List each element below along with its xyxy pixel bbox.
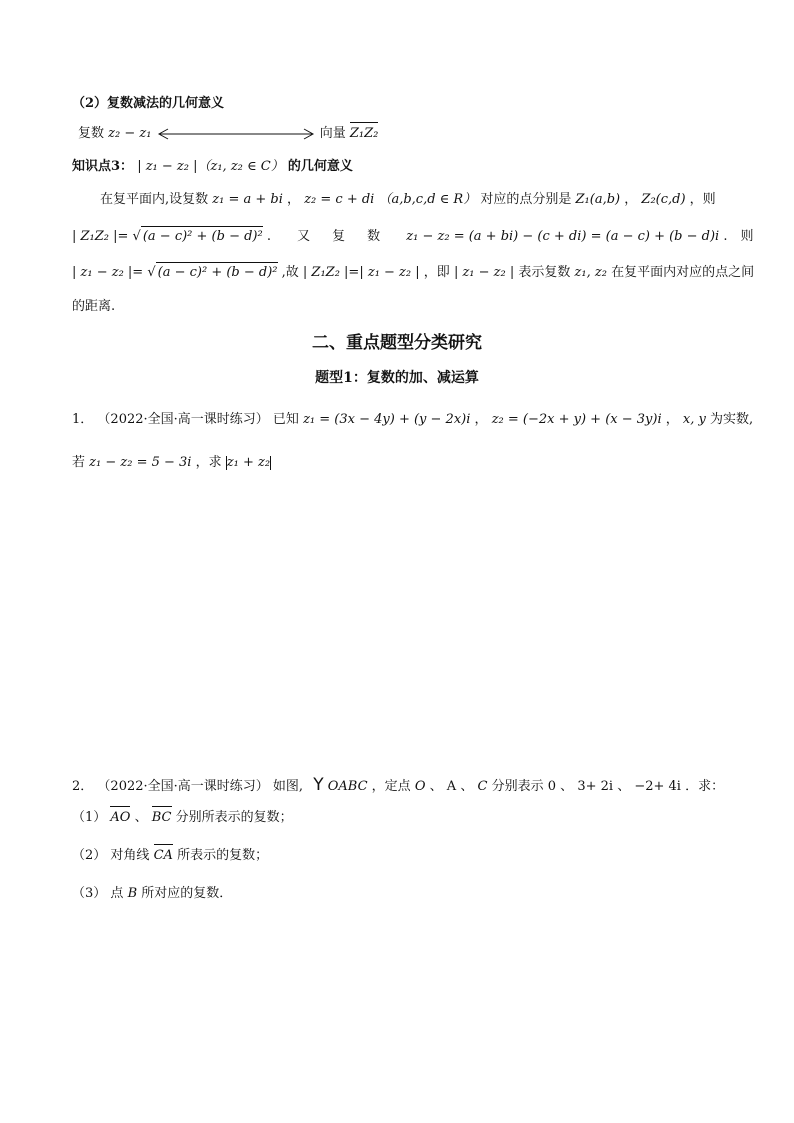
text: ，求 [195, 455, 222, 470]
math: z₁, z₂ [574, 265, 607, 280]
knowledge-expr: | z₁ − z₂ |（z₁, z₂ ∈ C） [137, 159, 284, 174]
text: 对角线 [110, 848, 150, 863]
math: （a,b,c,d ∈ R） [378, 192, 477, 207]
text: 若 [72, 455, 86, 470]
text: ，则 [689, 192, 716, 207]
math: z₁ − z₂ = (a + bi) − (c + di) = (a − c) + (b − d)i [406, 229, 720, 244]
section-title: 二、重点题型分类研究 [312, 333, 482, 353]
math: O [414, 779, 426, 794]
question-2-part-1 [72, 808, 293, 828]
question-1-line-1 [72, 410, 753, 430]
vector-expr: AO [110, 808, 130, 828]
question-1-line-2 [72, 453, 271, 473]
double-arrow-icon [156, 128, 316, 140]
math: z₁ = a + bi [212, 192, 283, 207]
math: 0 [547, 779, 557, 794]
complex-expr: z₂ − z₁ [108, 126, 152, 141]
text: 所表示的复数； [177, 848, 269, 863]
question-source: （2022·全国·高一课时练习） [97, 412, 269, 427]
paragraph-line-3: | z₁ − z₂ |= √ (a − c)² + (b − d)² ,故 | Z₁Z₂ |=| z₁ − z₂ | ，即 | z₁ − z₂ | 表示复数 z₁, z₂ 在复平面内对应的点之间 [72, 262, 754, 283]
abs-bar [270, 456, 271, 470]
sqrt-expr: (a − c)² + (b − d)² [156, 262, 278, 283]
question-2-part-2 [72, 846, 268, 866]
type-title: 题型1：复数的加、减运算 [315, 370, 479, 386]
math: C [477, 779, 488, 794]
text: 、 [460, 779, 474, 794]
text: ， [287, 192, 301, 207]
math: | Z₁Z₂ |=| z₁ − z₂ | [302, 265, 420, 280]
math: B [127, 886, 138, 901]
text: 在复平面内对应的点之间 [611, 265, 755, 280]
text: 、 [617, 779, 631, 794]
text: ， [624, 192, 638, 207]
parallelogram-icon: Y [313, 775, 324, 795]
math: | z₁ − z₂ | [453, 265, 515, 280]
question-source: （2022·全国·高一课时练习） [97, 779, 269, 794]
text: ，定点 [371, 779, 411, 794]
text: 所对应的复数． [141, 886, 233, 901]
math: Z₂(c,d) [641, 192, 686, 207]
question-2-part-3 [72, 884, 232, 904]
text: 已知 [272, 412, 299, 427]
math: −2+ 4i [634, 779, 681, 794]
math: 3+ 2i [577, 779, 614, 794]
math: z₁ + z₂ [226, 455, 271, 470]
vector-expr: Z₁Z₂ [350, 124, 379, 144]
subtraction-mapping-line [78, 124, 378, 144]
text: 、 [560, 779, 574, 794]
text: 表示复数 [518, 265, 571, 280]
subsection-heading-text: （2）复数减法的几何意义 [72, 96, 225, 111]
math: z₁ − z₂ = 5 − 3i [89, 455, 192, 470]
text: ．求： [685, 779, 725, 794]
text: 分别表示 [491, 779, 544, 794]
part-number: （2） [72, 848, 107, 863]
math: | Z₁Z₂ |= [72, 229, 129, 244]
math: | z₁ − z₂ |= [72, 265, 144, 280]
sqrt-expr: (a − c)² + (b − d)² [141, 226, 263, 247]
text: . 则 [723, 229, 754, 244]
math: A [446, 779, 457, 794]
text: ， [474, 412, 488, 427]
text: 又复数 [297, 229, 403, 244]
text: 分别所表示的复数； [175, 810, 293, 825]
math: z₂ = (−2x + y) + (x − 3y)i [491, 412, 662, 427]
knowledge-label: 知识点3： [72, 159, 134, 174]
text: 、 [134, 810, 148, 825]
text: 对应的点分别是 [480, 192, 572, 207]
complex-label: 复数 [78, 126, 105, 141]
knowledge-point-3 [72, 157, 353, 177]
vector-expr: CA [154, 846, 173, 866]
question-number: 2． [72, 779, 94, 794]
text: . [266, 229, 271, 244]
knowledge-suffix: 的几何意义 [287, 159, 353, 174]
text: 为实数, [710, 412, 754, 427]
vector-expr: BC [152, 808, 172, 828]
text: 在复平面内,设复数 [100, 192, 209, 207]
subsection-heading [72, 94, 224, 114]
text: 点 [110, 886, 124, 901]
question-number: 1． [72, 412, 94, 427]
paragraph-line-4 [72, 297, 115, 317]
text: ,故 [281, 265, 299, 280]
part-number: （3） [72, 886, 107, 901]
text: 的距离. [72, 299, 116, 314]
text: 如图, [272, 779, 304, 794]
math: z₁ = (3x − 4y) + (y − 2x)i [303, 412, 471, 427]
math: z₂ = c + di [304, 192, 375, 207]
math: x, y [682, 412, 706, 427]
math: OABC [327, 779, 368, 794]
text: ，即 [423, 265, 450, 280]
math: Z₁(a,b) [575, 192, 621, 207]
text: 、 [429, 779, 443, 794]
paragraph-line-1 [100, 190, 716, 210]
part-number: （1） [72, 810, 107, 825]
paragraph-line-2: | Z₁Z₂ |= √ (a − c)² + (b − d)² . 又复数 z₁ − z₂ = (a + bi) − (c + di) = (a − c) + (b − d)i . 则 [72, 226, 754, 247]
vector-label: 向量 [319, 126, 346, 141]
question-2-line-1 [72, 775, 724, 797]
text: ， [665, 412, 679, 427]
